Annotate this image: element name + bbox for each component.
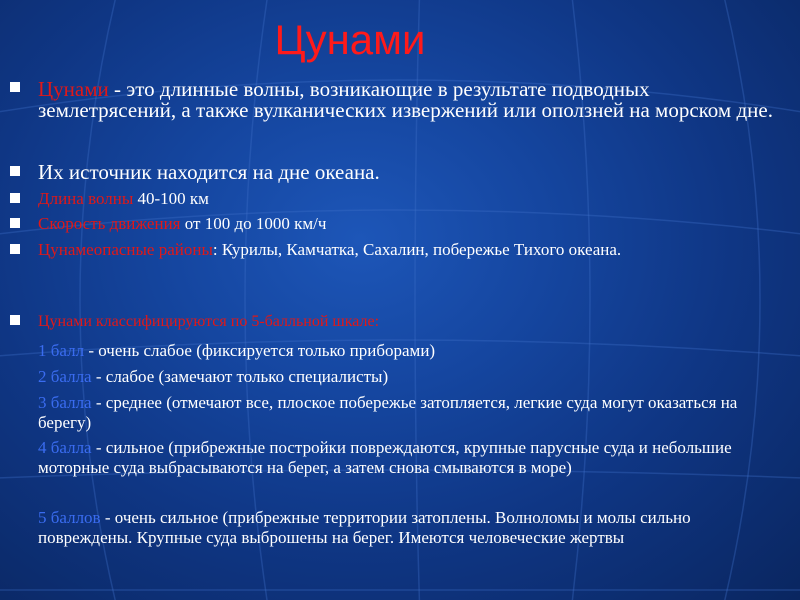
- scale-item-4: [38, 438, 783, 478]
- scale-level: 5 баллов: [38, 508, 101, 527]
- bullet-body: : Курилы, Камчатка, Сахалин, побережье Тихого океана.: [212, 240, 622, 259]
- scale-desc: - очень слабое (фиксируется только приборами): [84, 341, 436, 360]
- bullet-body: Их источник находится на дне океана.: [38, 160, 380, 184]
- highlight-term: Цунами классифицируются по 5-балльной шкале:: [38, 313, 380, 330]
- scale-level: 4 балла: [38, 438, 92, 457]
- scale-item-3: [38, 393, 783, 433]
- bullet-marker: [10, 193, 20, 203]
- highlight-term: Цунамеопасные районы: [38, 240, 213, 259]
- bullet-marker: [10, 166, 20, 176]
- scale-desc: - сильное (прибрежные постройки повреждаются, крупные парусные суда и небольшие моторные суда выбрасываются на берег, а затем снова смываются в море): [38, 438, 732, 477]
- highlight-term: Цунами: [38, 77, 109, 101]
- bullet-text-regions: [38, 240, 783, 260]
- bullet-text-source: [38, 162, 783, 183]
- bullet-text-speed: [38, 214, 783, 234]
- scale-desc: - среднее (отмечают все, плоское побережье затопляется, легкие суда могут оказаться на берегу): [38, 393, 738, 432]
- bullet-text-definition: [38, 79, 783, 121]
- highlight-term: Длина волны: [38, 189, 134, 208]
- scale-desc: - слабое (замечают только специалисты): [91, 367, 389, 386]
- bullet-body: 40-100 км: [133, 189, 209, 208]
- bullet-marker: [10, 218, 20, 228]
- bullet-text-classification: [38, 312, 783, 331]
- slide-title: Цунами: [274, 16, 426, 63]
- bullet-text-wavelength: [38, 189, 783, 209]
- bullet-marker: [10, 82, 20, 92]
- scale-item-1: [38, 341, 783, 361]
- scale-desc: - очень сильное (прибрежные территории затоплены. Волноломы и молы сильно повреждены. Крупные суда выброшены на берег. Имеются человеческие жертвы: [38, 508, 691, 547]
- bullet-marker: [10, 244, 20, 254]
- scale-level: 2 балла: [38, 367, 92, 386]
- scale-item-2: [38, 367, 783, 387]
- scale-level: 1 балл: [38, 341, 85, 360]
- bullet-marker: [10, 315, 20, 325]
- highlight-term: Скорость движения: [38, 214, 181, 233]
- bullet-body: - это длинные волны, возникающие в результате подводных землетрясений, а также вулканических извержений или оползней на морском дне.: [38, 77, 773, 122]
- scale-level: 3 балла: [38, 393, 92, 412]
- bullet-body: от 100 до 1000 км/ч: [180, 214, 327, 233]
- scale-item-5: [38, 508, 783, 548]
